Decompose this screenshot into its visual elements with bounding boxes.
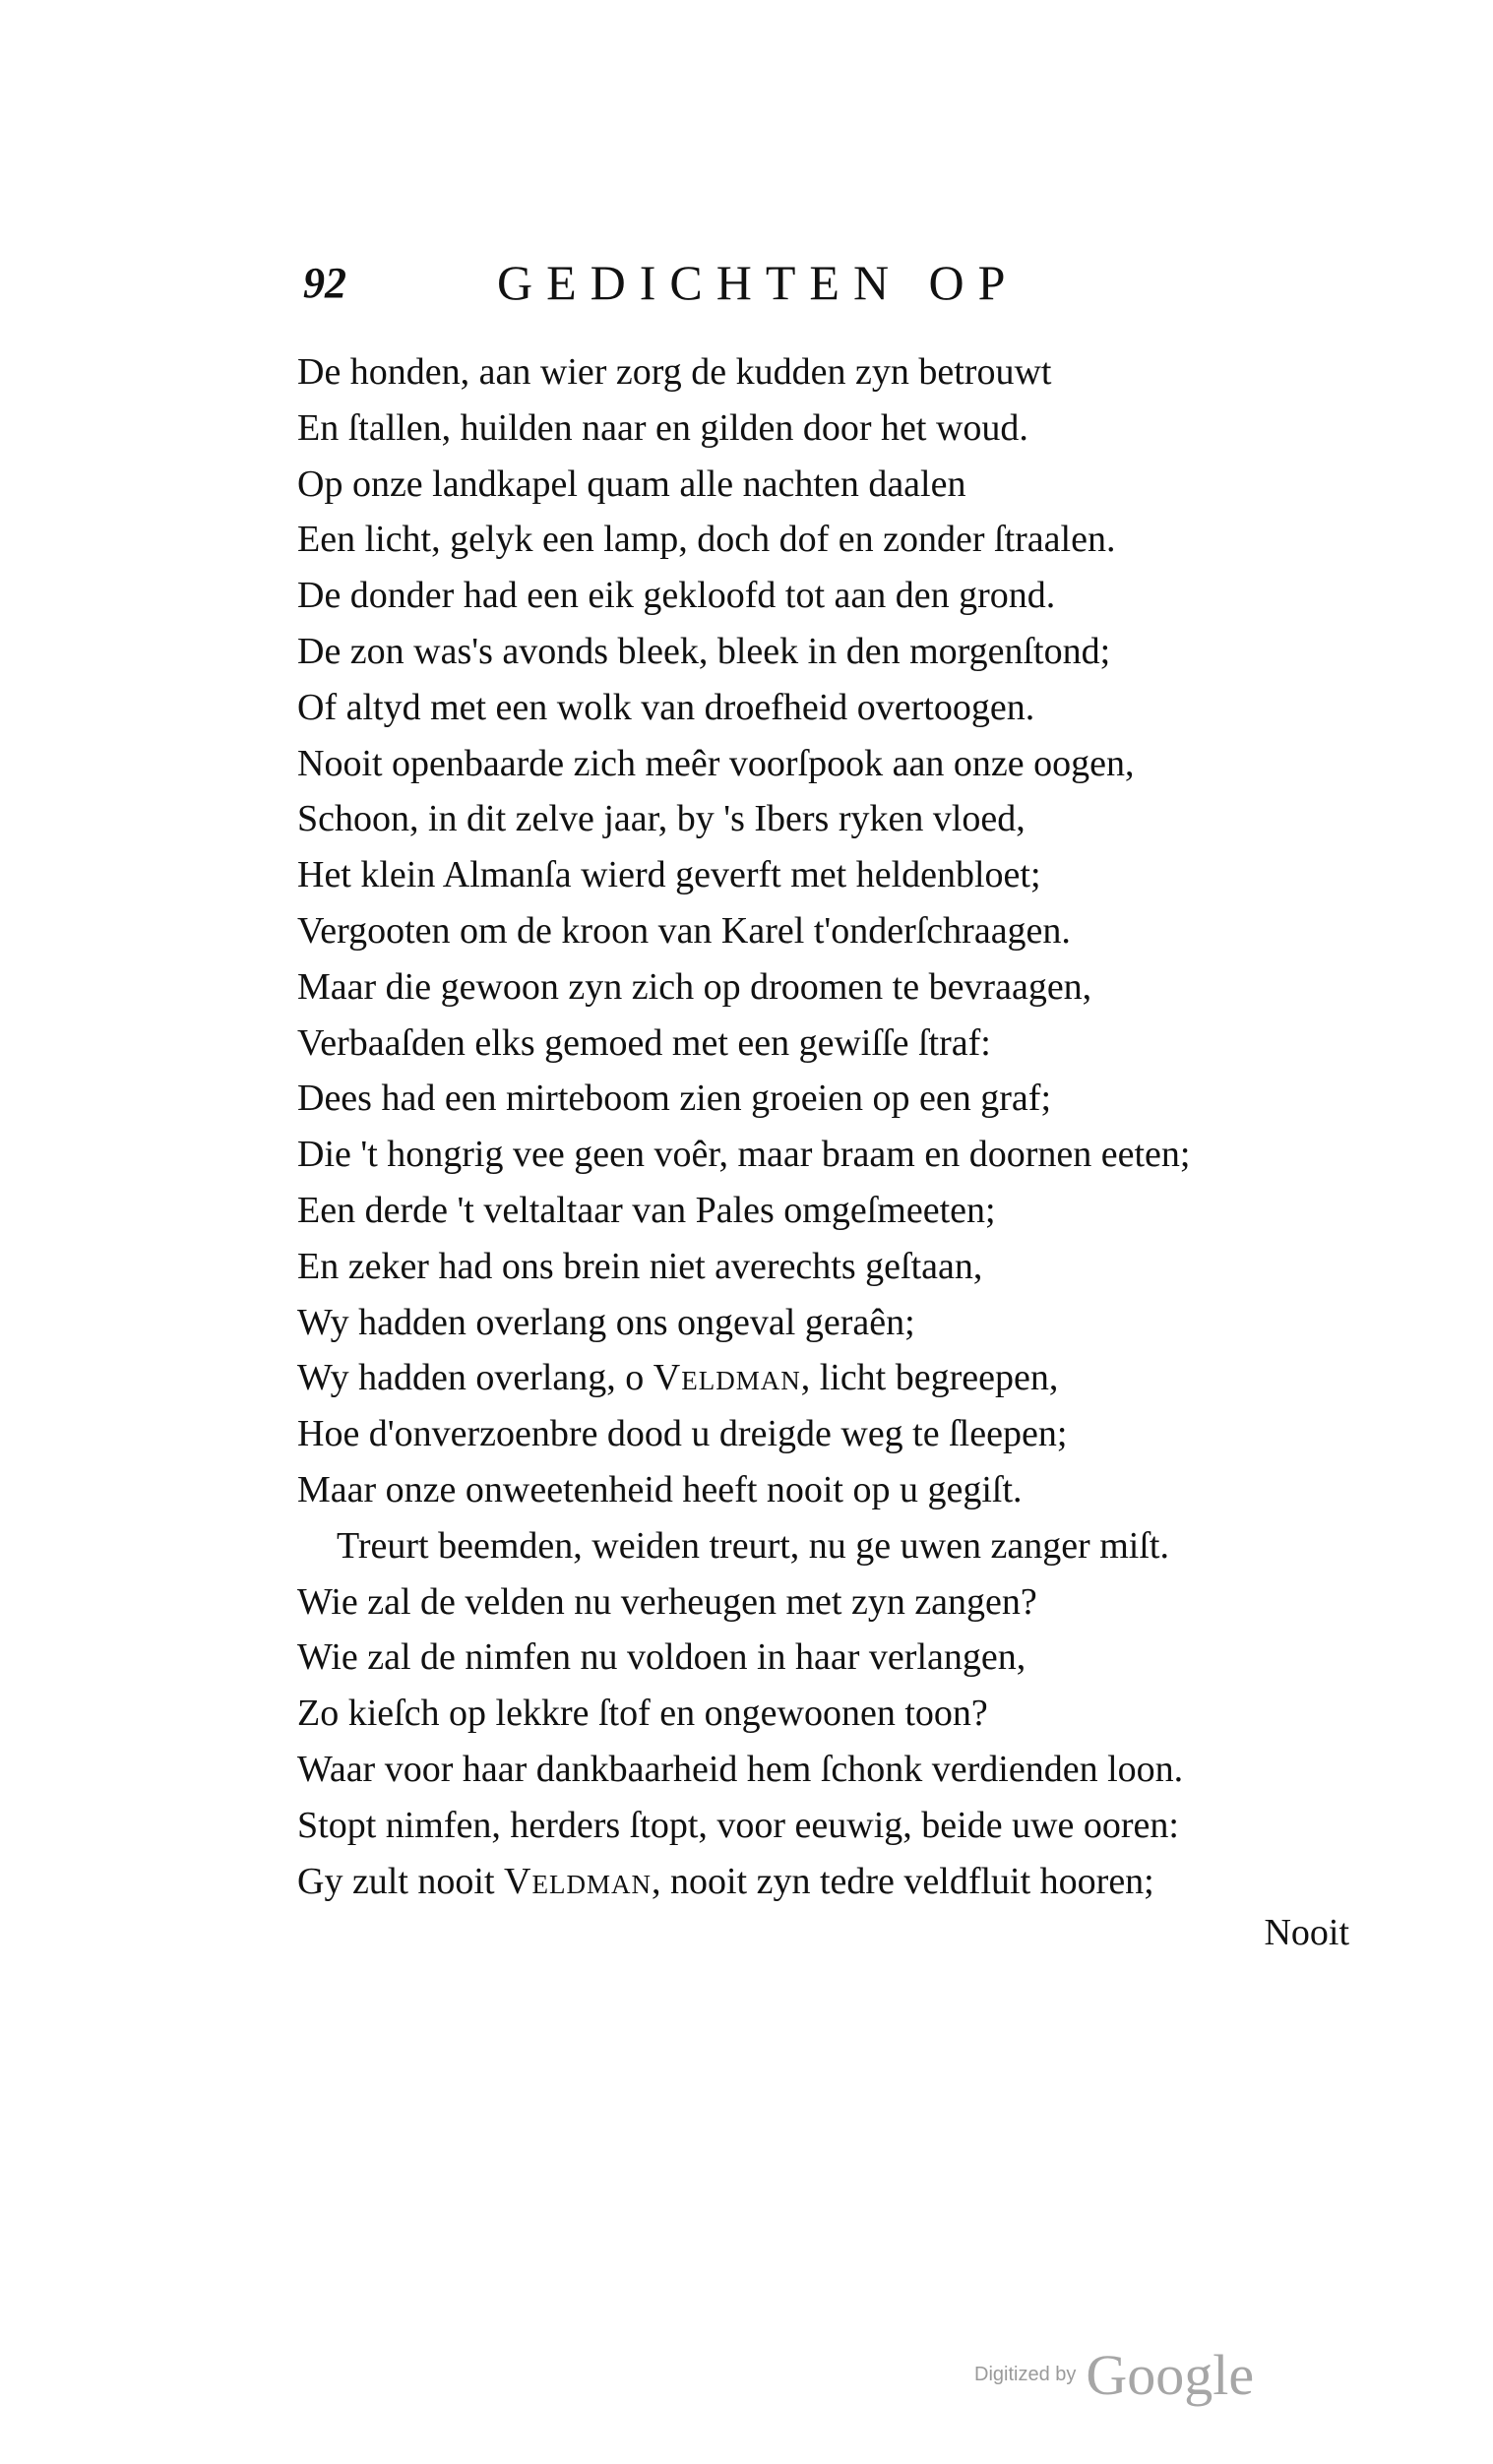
poem-line: En zeker had ons brein niet averechts geſtaan, [297, 1245, 983, 1287]
poem-line: Wie zal de nimfen nu voldoen in haar verlangen, [297, 1636, 1026, 1679]
poem-line: Wie zal de velden nu verheugen met zyn zangen? [297, 1580, 1037, 1623]
person-name: Veldman [504, 1860, 652, 1902]
poem-text [297, 344, 1380, 1909]
poem-line: Maar die gewoon zyn zich op droomen te bevraagen, [297, 965, 1092, 1008]
catchword: Nooit [1264, 1912, 1349, 1953]
poem-line: De donder had een eik gekloofd tot aan den grond. [297, 575, 1056, 617]
poem-line: En ſtallen, huilden naar en gilden door het woud. [297, 406, 1028, 449]
poem-line: Stopt nimfen, herders ſtopt, voor eeuwig, beide uwe ooren: [297, 1804, 1179, 1846]
poem-line: Of altyd met een wolk van droefheid overtoogen. [297, 686, 1035, 728]
poem-line: Maar onze onweetenheid heeft nooit op u gegiſt. [297, 1468, 1023, 1510]
poem-line: Vergooten om de kroon van Karel t'onderſchraagen. [297, 909, 1071, 952]
person-name: Veldman [653, 1357, 801, 1399]
page-number: 92 [303, 259, 346, 307]
poem-line: De zon was's avonds bleek, bleek in den morgenſtond; [297, 630, 1111, 672]
poem-line: Op onze landkapel quam alle nachten daalen [297, 462, 966, 505]
poem-line: Een licht, gelyk een lamp, doch dof en zonder ſtraalen. [297, 519, 1116, 561]
poem-line: Nooit openbaarde zich meêr voorſpook aan onze oogen, [297, 742, 1135, 784]
poem-line [297, 1854, 1380, 1910]
page-header [295, 248, 1181, 327]
google-watermark [974, 2342, 1254, 2408]
poem-line: Schoon, in dit zelve jaar, by 's Ibers ryken vloed, [297, 798, 1026, 840]
poem-line: Treurt beemden, weiden treurt, nu ge uwen zanger miſt. [337, 1524, 1169, 1567]
poem-line: Wy hadden overlang ons ongeval geraên; [297, 1301, 915, 1343]
poem-line: Dees had een mirteboom zien groeien op een graf; [297, 1078, 1052, 1120]
poem-line: Hoe d'onverzoenbre dood u dreigde weg te ſleepen; [297, 1413, 1068, 1455]
poem-line-text: Wy hadden overlang, o [297, 1357, 653, 1399]
digitized-by-label: Digitized by [974, 2364, 1077, 2385]
running-title: GEDICHTEN OP [497, 255, 1020, 310]
poem-line: Die 't hongrig vee geen voêr, maar braam en doornen eeten; [297, 1134, 1191, 1176]
google-logo: Google [1086, 2343, 1255, 2407]
poem-line: Zo kieſch op lekkre ſtof en ongewoonen toon? [297, 1693, 988, 1735]
poem-line: Het klein Almanſa wierd geverft met heldenbloet; [297, 854, 1041, 896]
poem-line-text: Gy zult nooit [297, 1860, 505, 1902]
poem-line [297, 1350, 1380, 1406]
poem-line: Waar voor haar dankbaarheid hem ſchonk verdienden loon. [297, 1748, 1184, 1790]
poem-line-text: , licht begreepen, [800, 1357, 1059, 1399]
poem-line: De honden, aan wier zorg de kudden zyn betrouwt [297, 351, 1052, 393]
poem-line: Verbaaſden elks gemoed met een gewiſſe ſtraf: [297, 1021, 991, 1064]
poem-line-text: , nooit zyn tedre veldfluit hooren; [651, 1860, 1154, 1902]
poem-line: Een derde 't veltaltaar van Pales omgeſmeeten; [297, 1189, 996, 1231]
